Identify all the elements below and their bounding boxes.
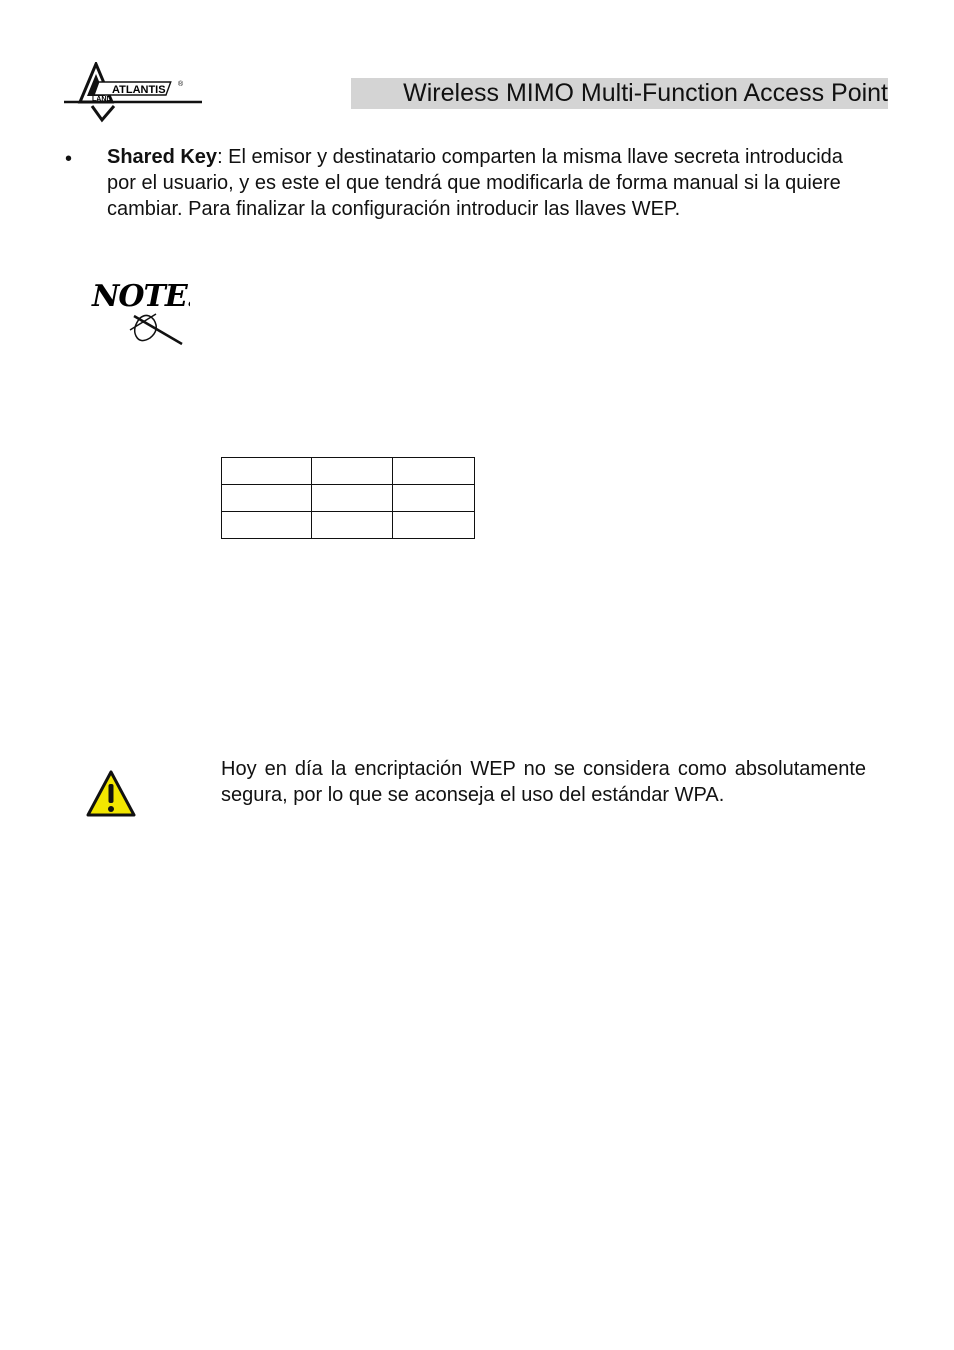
bullet-marker: • (65, 148, 73, 170)
page-header-title: Wireless MIMO Multi-Function Access Point (351, 78, 888, 109)
shared-key-term: Shared Key (107, 146, 218, 168)
logo-name: ATLANTIS (112, 84, 166, 96)
table-cell (222, 485, 312, 512)
shared-key-paragraph (107, 144, 877, 222)
table-cell (312, 485, 393, 512)
table-row (222, 458, 475, 485)
table-cell (393, 485, 475, 512)
logo-sub: LAND (92, 96, 112, 103)
table-cell (393, 458, 475, 485)
wep-warning-text: Hoy en día la encriptación WEP no se considera como absolutamente segura, por lo que se aconseja el uso del estándar WPA. (221, 758, 866, 806)
note-label: NOTE: (92, 279, 190, 314)
atlantis-logo (62, 62, 207, 124)
shared-key-description: : El emisor y destinatario comparten la misma llave secreta introducida por el usuario, y es este el que tendrá que modificarla de forma manual si la quiere cambiar. Para finalizar la configuración introducir las llaves WEP. (107, 146, 843, 220)
table-cell (312, 458, 393, 485)
table-row (222, 485, 475, 512)
table-cell (222, 512, 312, 539)
table-cell (312, 512, 393, 539)
logo-registered: ® (178, 81, 184, 88)
note-pen-icon (90, 278, 190, 350)
table-cell (393, 512, 475, 539)
warning-triangle-icon (85, 769, 137, 819)
table-cell (222, 458, 312, 485)
table-row (222, 512, 475, 539)
empty-table (221, 457, 475, 539)
